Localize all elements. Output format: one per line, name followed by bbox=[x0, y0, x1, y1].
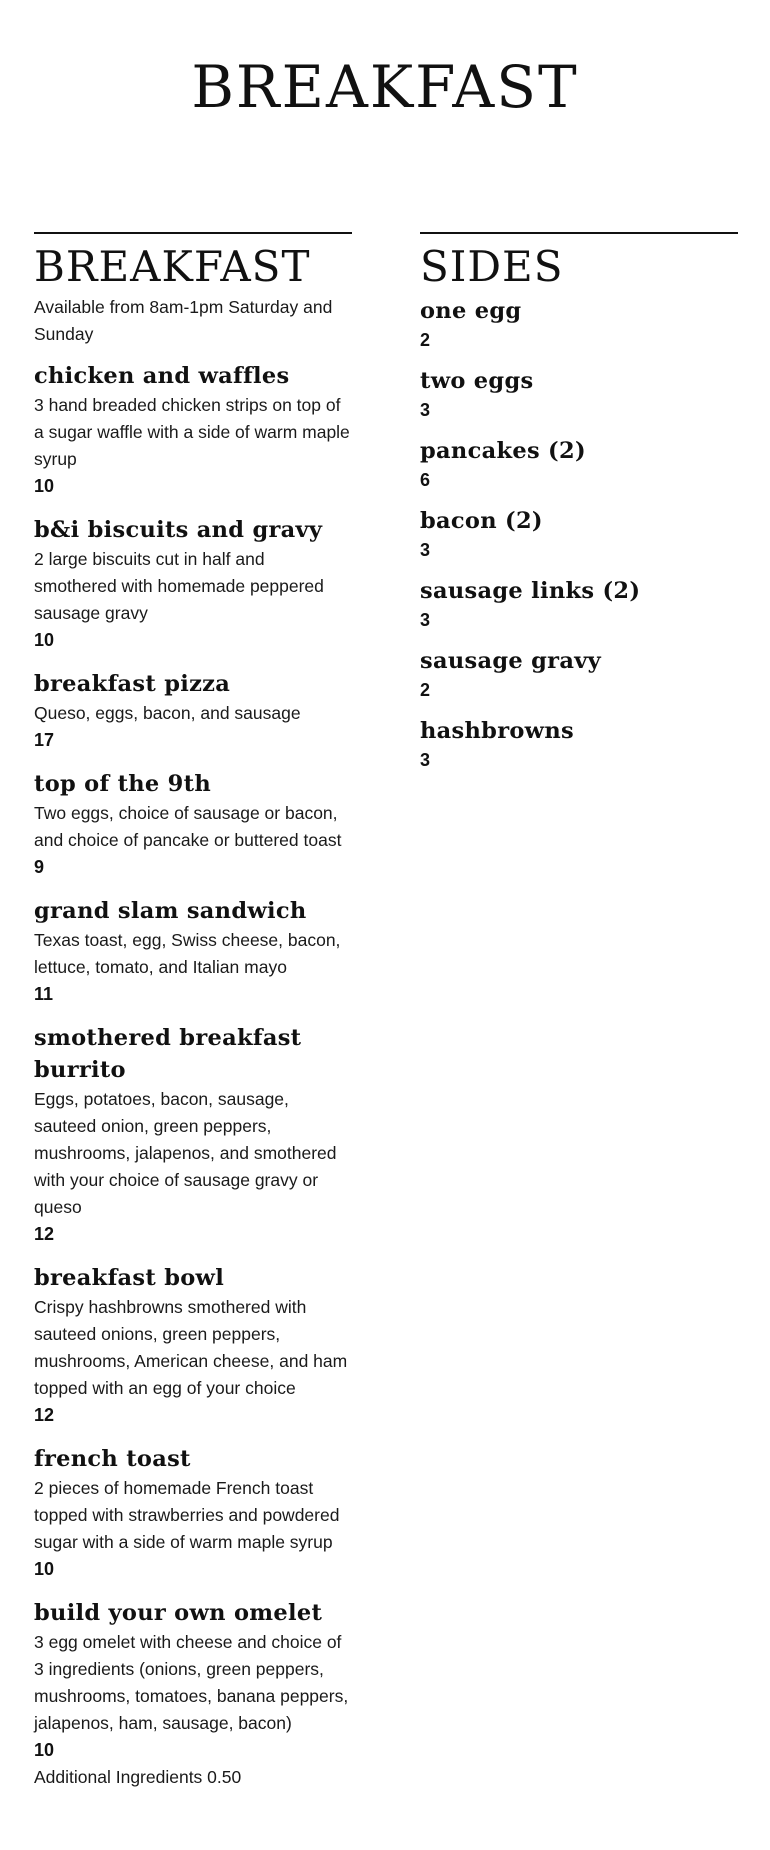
menu-item-price: 17 bbox=[34, 730, 55, 751]
menu-item-name: top of the 9th bbox=[34, 771, 211, 798]
side-item-name: sausage links (2) bbox=[420, 578, 641, 605]
side-item-name: sausage gravy bbox=[420, 648, 601, 675]
side-item bbox=[420, 574, 738, 632]
side-item bbox=[420, 294, 738, 352]
menu-item-description: Crispy hashbrowns smothered with sauteed onions, green peppers, mushrooms, American cheese, and ham topped with an egg of your choice bbox=[34, 1297, 348, 1399]
menu-item-price: 10 bbox=[34, 476, 55, 497]
menu-item-description: 2 large biscuits cut in half and smothered with homemade peppered sausage gravy bbox=[34, 549, 324, 624]
menu-item-name: breakfast bowl bbox=[34, 1265, 225, 1292]
side-item-price: 3 bbox=[420, 540, 431, 561]
side-item-price: 2 bbox=[420, 330, 431, 351]
menu-item-description: Queso, eggs, bacon, and sausage bbox=[34, 703, 301, 724]
menu-item bbox=[34, 514, 352, 654]
sides-section bbox=[420, 232, 738, 784]
side-item bbox=[420, 504, 738, 562]
menu-item bbox=[34, 1597, 352, 1791]
menu-item-description: 3 egg omelet with cheese and choice of 3 ingredients (onions, green peppers, mushrooms, tomatoes, banana peppers, jalapenos, ham, sausage, bacon) bbox=[34, 1632, 349, 1734]
side-item-price: 3 bbox=[420, 400, 431, 421]
side-item bbox=[420, 714, 738, 772]
side-item-price: 6 bbox=[420, 470, 431, 491]
page-title: BREAKFAST bbox=[191, 53, 579, 121]
menu-item-price: 10 bbox=[34, 630, 55, 651]
menu-item-price: 12 bbox=[34, 1224, 55, 1245]
menu-item-name: french toast bbox=[34, 1446, 191, 1473]
side-item bbox=[420, 364, 738, 422]
menu-item-description: 3 hand breaded chicken strips on top of a sugar waffle with a side of warm maple syrup bbox=[34, 395, 350, 470]
side-item-name: two eggs bbox=[420, 368, 534, 395]
menu-item-name: b&i biscuits and gravy bbox=[34, 517, 323, 544]
menu-item bbox=[34, 1022, 352, 1248]
availability-note: Available from 8am-1pm Saturday and Sunday bbox=[34, 297, 333, 345]
menu-item-price: 9 bbox=[34, 857, 45, 878]
side-item bbox=[420, 644, 738, 702]
section-divider bbox=[34, 232, 352, 234]
menu-item-name: build your own omelet bbox=[34, 1600, 323, 1627]
section-title-breakfast: BREAKFAST bbox=[34, 242, 311, 291]
side-item-name: bacon (2) bbox=[420, 508, 543, 535]
menu-item-description: Eggs, potatoes, bacon, sausage, sauteed onion, green peppers, mushrooms, jalapenos, and smothered with your choice of sausage gravy or queso bbox=[34, 1089, 337, 1218]
menu-item-extra-note: Additional Ingredients 0.50 bbox=[34, 1767, 242, 1788]
section-divider bbox=[420, 232, 738, 234]
menu-item-name: chicken and waffles bbox=[34, 363, 290, 390]
menu-item-description: Texas toast, egg, Swiss cheese, bacon, lettuce, tomato, and Italian mayo bbox=[34, 930, 341, 978]
side-item-price: 3 bbox=[420, 610, 431, 631]
side-item-name: one egg bbox=[420, 298, 522, 325]
side-item-price: 3 bbox=[420, 750, 431, 771]
breakfast-section bbox=[34, 232, 352, 1805]
menu-item-price: 12 bbox=[34, 1405, 55, 1426]
section-title-sides: SIDES bbox=[420, 242, 564, 291]
side-item-name: hashbrowns bbox=[420, 718, 574, 745]
menu-item-price: 10 bbox=[34, 1559, 55, 1580]
menu-item bbox=[34, 1443, 352, 1583]
side-item-price: 2 bbox=[420, 680, 431, 701]
menu-item-name: breakfast pizza bbox=[34, 671, 231, 698]
menu-item-name: grand slam sandwich bbox=[34, 898, 307, 925]
side-item bbox=[420, 434, 738, 492]
menu-item bbox=[34, 360, 352, 500]
side-item-name: pancakes (2) bbox=[420, 438, 586, 465]
menu-item bbox=[34, 895, 352, 1008]
menu-item-name: smothered breakfast burrito bbox=[34, 1025, 302, 1084]
menu-item bbox=[34, 1262, 352, 1429]
menu-item-description: 2 pieces of homemade French toast topped with strawberries and powdered sugar with a side of warm maple syrup bbox=[34, 1478, 340, 1553]
menu-item-description: Two eggs, choice of sausage or bacon, and choice of pancake or buttered toast bbox=[34, 803, 342, 851]
menu-item bbox=[34, 768, 352, 881]
menu-item bbox=[34, 668, 352, 754]
menu-item-price: 10 bbox=[34, 1740, 55, 1761]
menu-item-price: 11 bbox=[34, 984, 54, 1005]
